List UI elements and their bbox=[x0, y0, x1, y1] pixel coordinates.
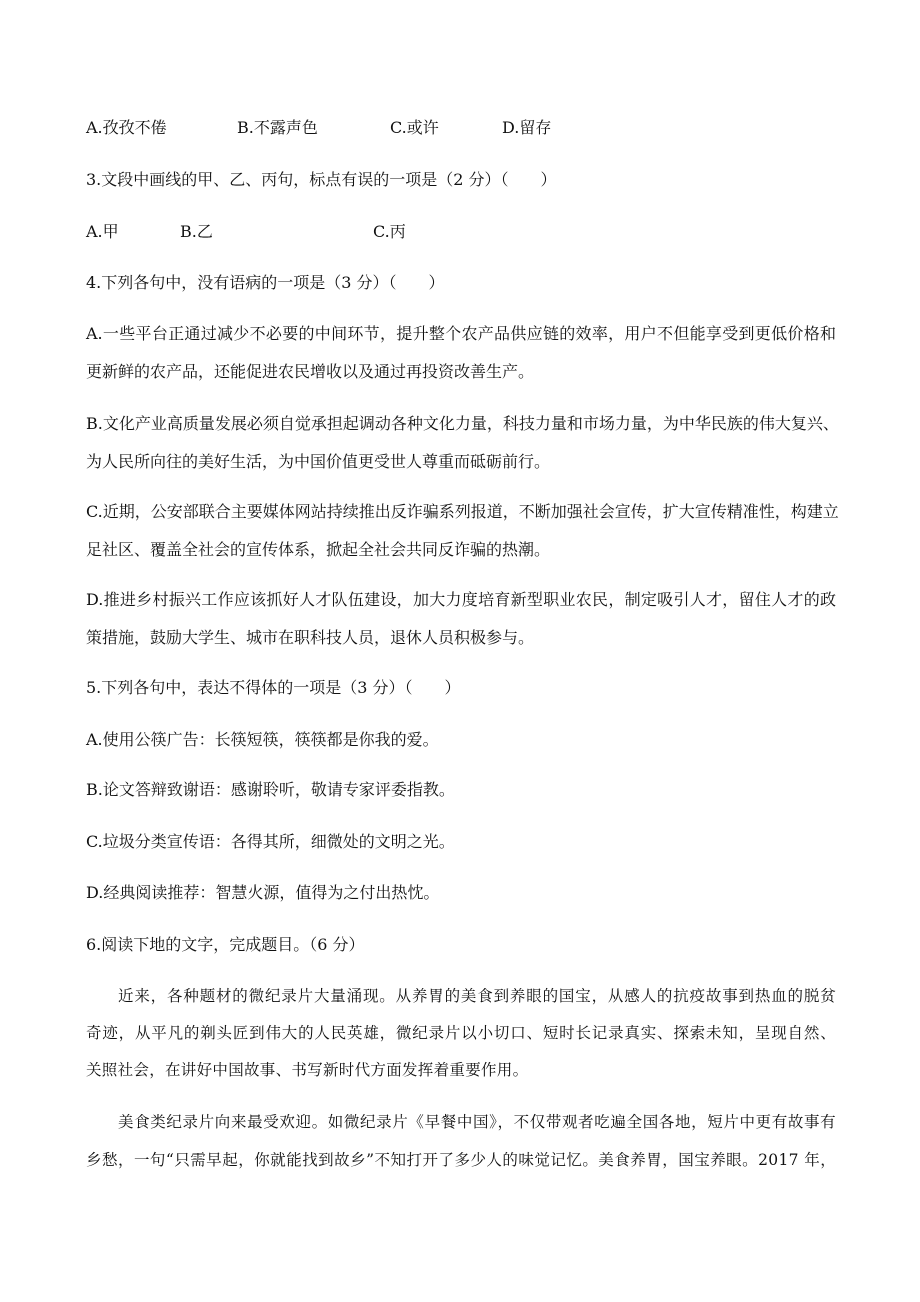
q4-option-b-line-1: B.文化产业高质量发展必须自觉承担起调动各种文化力量，科技力量和市场力量，为中华民族的伟大复兴、 bbox=[86, 414, 839, 433]
q5-option-c[interactable]: C.垃圾分类宣传语：各得其所，细微处的文明之光。 bbox=[86, 832, 455, 851]
q4-stem: 4.下列各句中，没有语病的一项是（3 分）（ ） bbox=[86, 273, 445, 292]
q4-option-c-line-2: 足社区、覆盖全社会的宣传体系，掀起全社会共同反诈骗的热潮。 bbox=[86, 540, 551, 559]
q6-para2-line-1: 美食类纪录片向来最受欢迎。如微纪录片《早餐中国》，不仅带观者吃遍全国各地，短片中更有故事有 bbox=[118, 1113, 836, 1131]
q6-para1-line-3: 关照社会，在讲好中国故事、书写新时代方面发挥着重要作用。 bbox=[86, 1061, 529, 1079]
q2-option-b[interactable]: B.不露声色 bbox=[237, 118, 318, 137]
q4-option-a-line-2: 更新鲜的农产品，还能促进农民增收以及通过再投资改善生产。 bbox=[86, 362, 535, 381]
q5-option-d[interactable]: D.经典阅读推荐：智慧火源，值得为之付出热忱。 bbox=[86, 883, 440, 902]
q5-stem: 5.下列各句中，表达不得体的一项是（3 分）（ ） bbox=[86, 678, 461, 697]
q6-para1-line-2: 奇迹，从平凡的剃头匠到伟大的人民英雄，微纪录片以小切口、短时长记录真实、探索未知，呈现自然、 bbox=[86, 1024, 836, 1042]
q6-para1-line-1: 近来，各种题材的微纪录片大量涌现。从养胃的美食到养眼的国宝，从感人的抗疫故事到热血的脱贫 bbox=[118, 987, 836, 1005]
q4-option-d-line-1: D.推进乡村振兴工作应该抓好人才队伍建设，加大力度培育新型职业农民，制定吸引人才，留住人才的政 bbox=[86, 590, 836, 609]
q2-option-d[interactable]: D.留存 bbox=[502, 118, 552, 137]
q3-option-b[interactable]: B.乙 bbox=[180, 222, 213, 241]
q4-option-d-line-2: 策措施，鼓励大学生、城市在职科技人员，退休人员积极参与。 bbox=[86, 628, 535, 647]
q2-option-a[interactable]: A.孜孜不倦 bbox=[86, 118, 167, 137]
q2-option-c[interactable]: C.或许 bbox=[390, 118, 439, 137]
q6-stem: 6.阅读下地的文字，完成题目。（6 分） bbox=[86, 935, 365, 954]
q4-option-b-line-2: 为人民所向往的美好生活，为中国价值更受世人尊重而砥砺前行。 bbox=[86, 452, 551, 471]
q3-option-c[interactable]: C.丙 bbox=[373, 222, 406, 241]
q6-para2-line-2: 乡愁，一句“只需早起，你就能找到故乡”不知打开了多少人的味觉记忆。美食养胃，国宝养眼。2017 年， bbox=[86, 1151, 836, 1169]
q5-option-b[interactable]: B.论文答辩致谢语：感谢聆听，敬请专家评委指教。 bbox=[86, 780, 455, 799]
q3-option-a[interactable]: A.甲 bbox=[86, 222, 119, 241]
q3-stem: 3.文段中画线的甲、乙、丙句，标点有误的一项是（2 分）（ ） bbox=[86, 170, 557, 189]
q4-option-c-line-1: C.近期，公安部联合主要媒体网站持续推出反诈骗系列报道，不断加强社会宣传，扩大宣传精准性，构建立 bbox=[86, 502, 839, 521]
q4-option-a-line-1: A.一些平台正通过减少不必要的中间环节，提升整个农产品供应链的效率，用户不但能享受到更低价格和 bbox=[86, 324, 836, 343]
q5-option-a[interactable]: A.使用公筷广告：长筷短筷，筷筷都是你我的爱。 bbox=[86, 730, 439, 749]
